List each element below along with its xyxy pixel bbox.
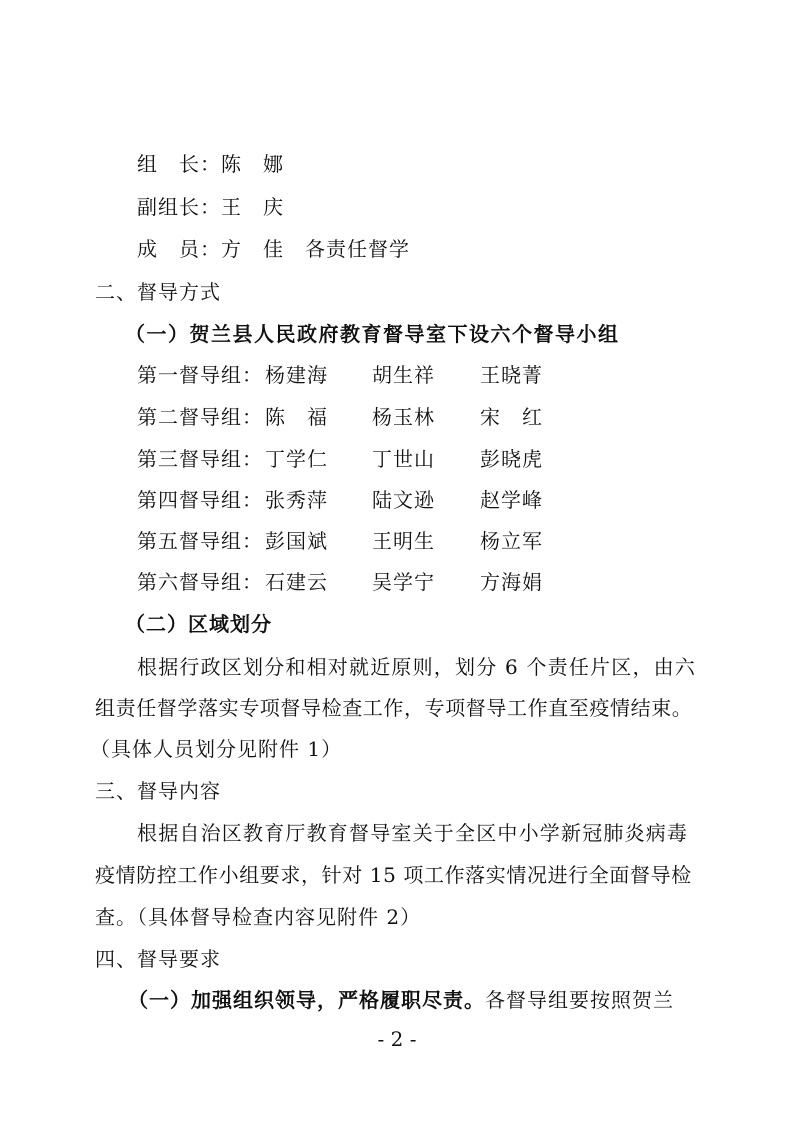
group-label: 第六督导组： [137,570,263,594]
group-member: 胡生祥 [372,363,435,387]
section3-line3: 查。（具体督导检查内容见附件 2） [95,905,422,929]
group-member: 王明生 [372,529,435,553]
para1-line1: 根据行政区划分和相对就近原则，划分 6 个责任片区，由六 [137,655,697,679]
group-label: 第一督导组： [137,363,263,387]
group-label: 第四督导组： [137,488,263,512]
group-member: 陆文逊 [372,488,435,512]
zuzhang-label: 组 长： [137,152,221,176]
zuzhang-line [137,152,284,176]
section4-sub1-bold: （一）加强组织领导，严格履职尽责。 [128,988,485,1012]
section3-heading: 三、督导内容 [95,779,221,803]
group-member: 丁学仁 [265,447,328,471]
group-member: 彭晓虎 [480,447,543,471]
group-label: 第二督导组： [137,405,263,429]
section4-sub1-rest: 各督导组要按照贺兰 [485,988,674,1012]
group-member: 杨玉林 [372,405,435,429]
para1-line2: 组责任督学落实专项督导检查工作，专项督导工作直至疫情结束。 [95,696,693,720]
section4-heading: 四、督导要求 [95,947,221,971]
section3-line1: 根据自治区教育厅教育督导室关于全区中小学新冠肺炎病毒 [137,821,689,845]
fuzuzhang-name: 王 庆 [221,195,284,219]
zuzhang-name: 陈 娜 [221,152,284,176]
group-member: 石建云 [265,570,328,594]
section2-sub1: （一）贺兰县人民政府教育督导室下设六个督导小组 [125,322,620,346]
group-member: 赵学峰 [480,488,543,512]
group-member: 宋 红 [480,405,543,429]
group-member: 王晓菁 [480,363,543,387]
chengyuan-name1: 方 佳 [221,237,284,261]
section2-sub2: （二）区域划分 [125,612,272,636]
group-member: 张秀萍 [265,488,328,512]
chengyuan-name2: 各责任督学 [305,237,410,261]
group-label: 第五督导组： [137,529,263,553]
group-member: 方海娟 [480,570,543,594]
group-member: 杨立军 [480,529,543,553]
group-member: 丁世山 [372,447,435,471]
para1-line3: （具体人员划分见附件 1） [90,737,343,761]
section4-sub1 [128,988,674,1012]
section3-line2: 疫情防控工作小组要求，针对 15 项工作落实情况进行全面督导检 [95,863,692,887]
group-member: 杨建海 [265,363,328,387]
fuzuzhang-line [137,195,284,219]
group-member: 陈 福 [265,405,328,429]
group-label: 第三督导组： [137,447,263,471]
page-number: - 2 - [377,1027,417,1051]
chengyuan-line [137,237,410,261]
fuzuzhang-label: 副组长： [137,195,221,219]
section2-heading: 二、督导方式 [95,280,221,304]
group-member: 吴学宁 [372,570,435,594]
group-member: 彭国斌 [265,529,328,553]
chengyuan-label: 成 员： [137,237,221,261]
